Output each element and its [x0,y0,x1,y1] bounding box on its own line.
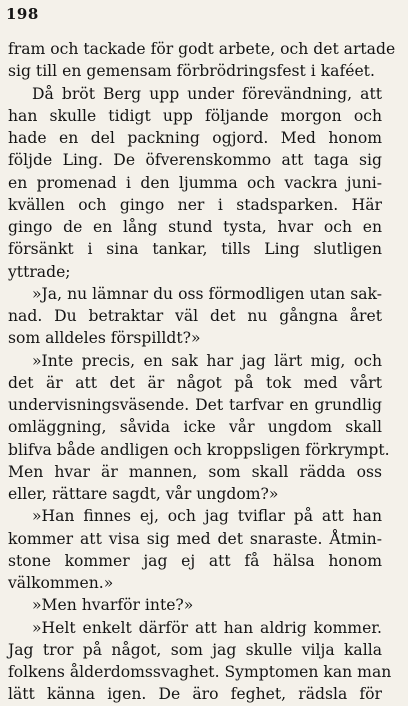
text-line: nad. Du betraktar väl det nu gångna året [8,307,382,325]
text-line: försänkt i sina tankar, tills Ling slutligen [8,240,382,259]
text-line: »Inte precis, en sak har jag lärt mig, och [32,351,382,370]
text-line: Jag tror på något, som jag skulle vilja kalla [8,640,382,659]
text-line: gingo de en lång stund tysta, hvar och en [8,218,382,236]
text-line: omläggning, såvida icke vår ungdom skall [8,418,382,437]
text-line: en promenad i den ljumma och vackra juni- [8,173,382,192]
text-line: »Han finnes ej, och jag tviflar på att han [32,507,382,526]
text-line: eller, rättare sagdt, vår ungdom?» [8,485,279,503]
text-line: Men hvar är mannen, som skall rädda oss [8,462,382,481]
page-number: 198 [6,5,39,23]
text-line: blifva både andligen och kroppsligen förkrympt. [8,440,390,459]
text-line: yttrade; [8,262,71,281]
text-line: lätt känna igen. De äro feghet, rädsla för [8,685,382,704]
text-line: »Ja, nu lämnar du oss förmodligen utan sak- [32,284,382,303]
text-line: kvällen och gingo ner i stadsparken. Här [8,195,382,214]
text-line: stone kommer jag ej att få hälsa honom [8,551,382,570]
text-line: »Helt enkelt därför att han aldrig kommer. [32,618,382,637]
text-line: undervisningsväsende. Det tarfvar en grundlig [8,396,382,414]
text-line: som alldeles förspilldt?» [8,329,201,348]
text-line: välkommen.» [8,574,114,592]
text-line: »Men hvarför inte?» [32,596,194,615]
text-line: fram och tackade för godt arbete, och det artade [8,40,396,58]
text-line: det är att det är något på tok med vårt [8,373,382,392]
text-line: sig till en gemensam förbrödringsfest i kaféet. [8,62,375,81]
text-line: hade en del packning ogjord. Med honom [8,129,382,147]
text-line: följde Ling. De öfverenskommo att taga sig [8,151,382,170]
text-line: folkens ålderdomssvaghet. Symptomen kan man [8,663,392,681]
text-line: Då bröt Berg upp under förevändning, att [32,84,382,103]
text-line: kommer att visa sig med det snaraste. Åtmin- [8,529,382,548]
text-line: han skulle tidigt upp följande morgon och [8,106,382,125]
body-text [8,38,396,706]
